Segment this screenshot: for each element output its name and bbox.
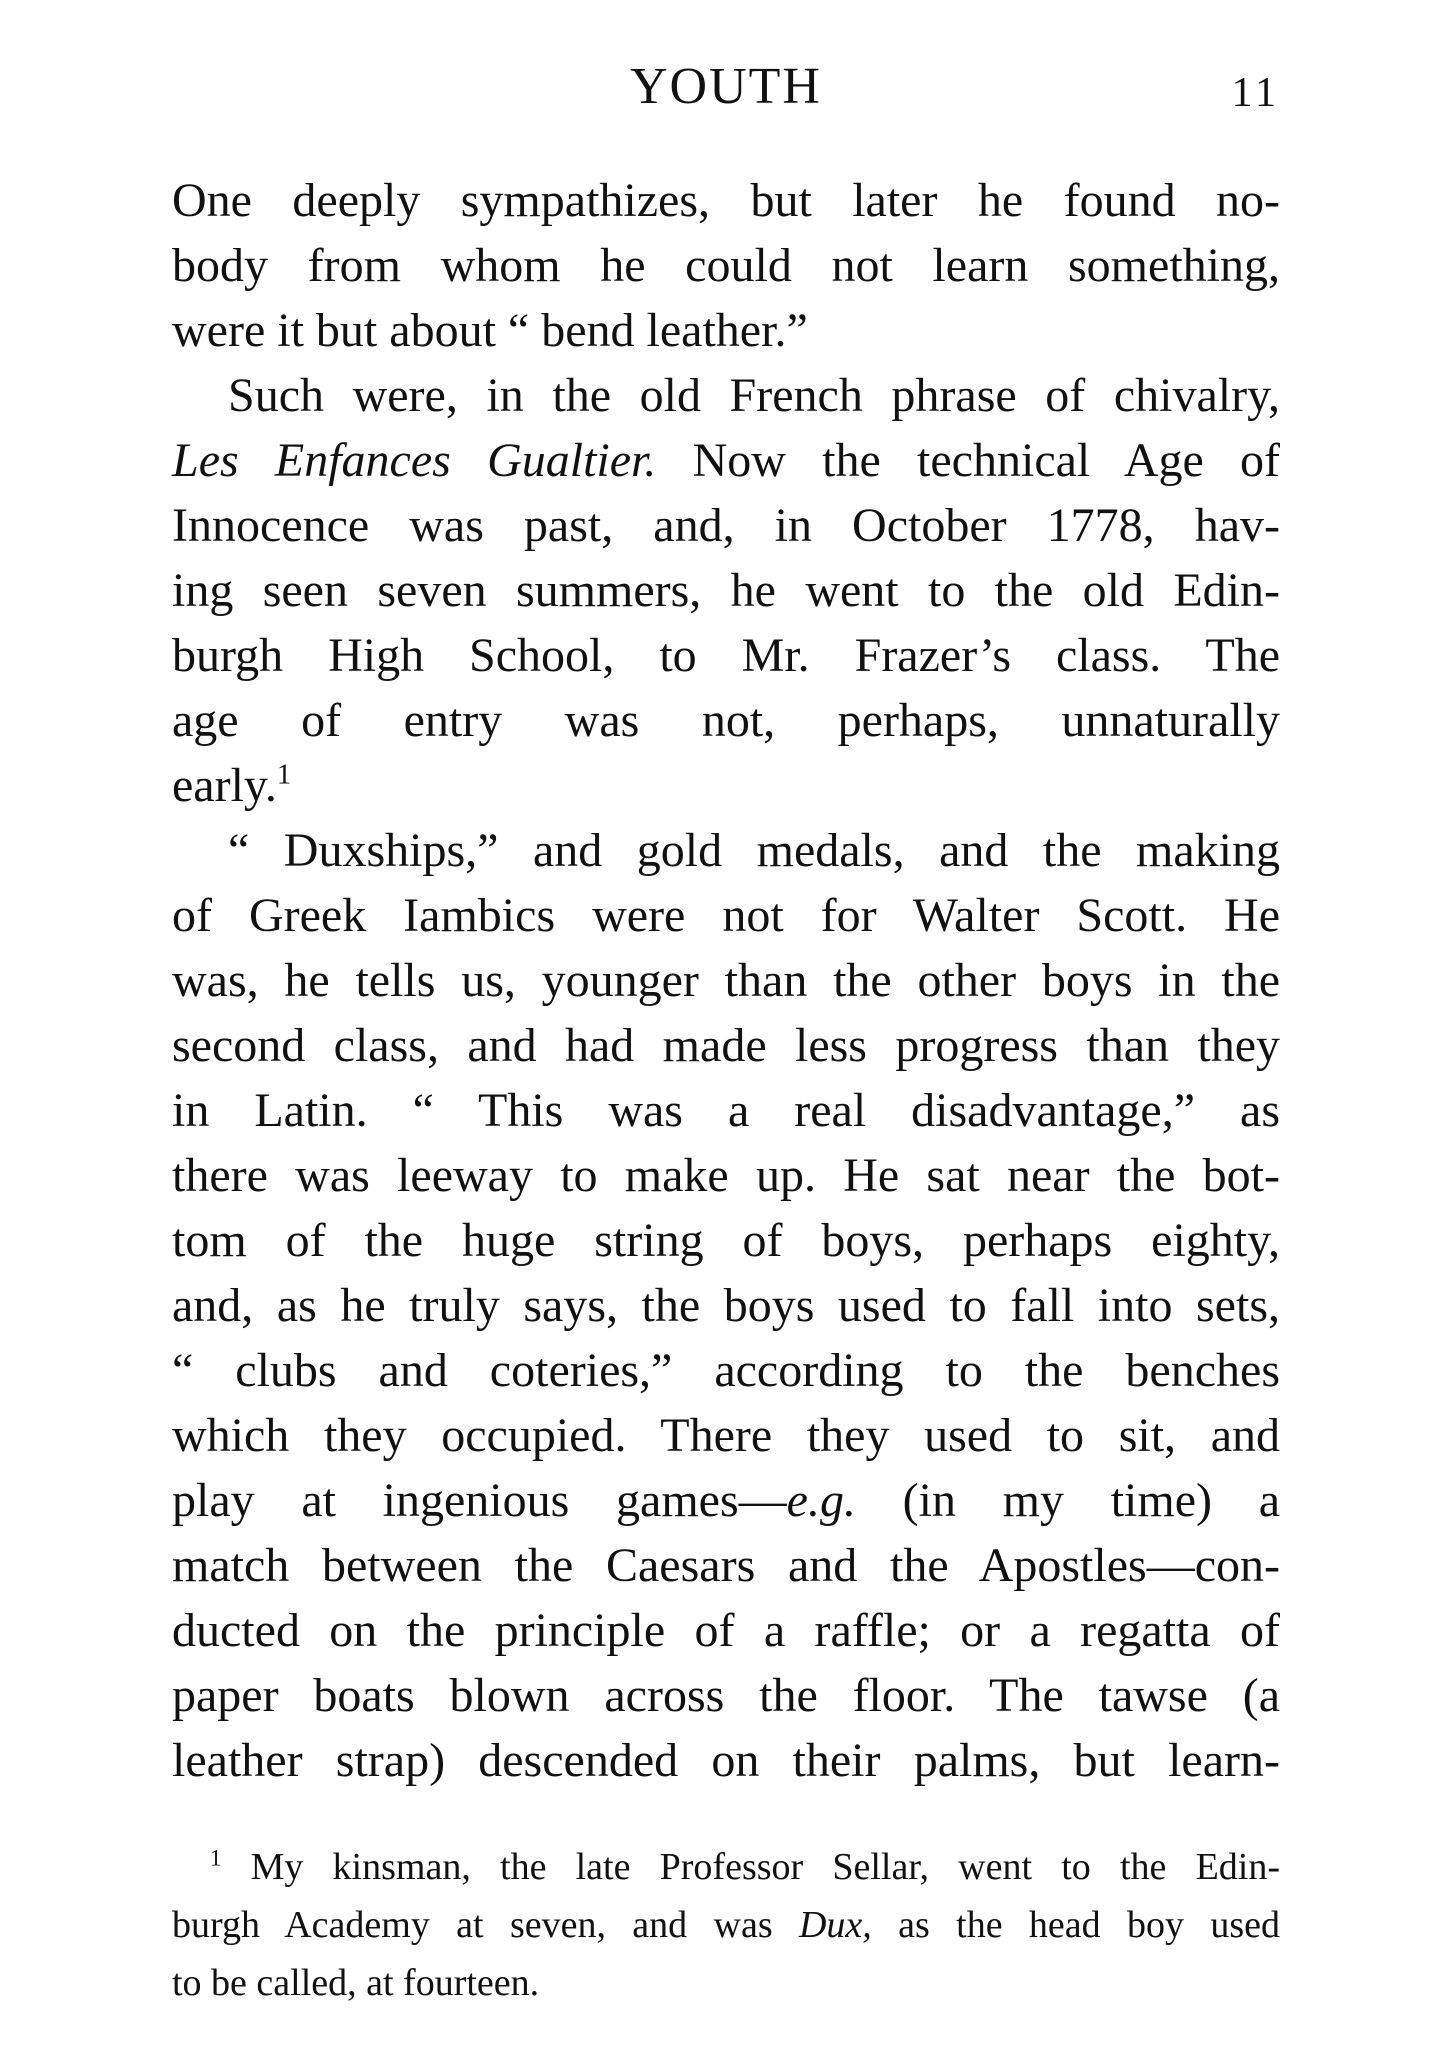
- text-line: age of entry was not, perhaps, unnaturally: [172, 694, 1280, 747]
- footnote-line: [172, 1896, 1280, 1954]
- text-fragment: Now the technical Age of: [656, 434, 1280, 487]
- text-line: Such were, in the old French phrase of chivalry,: [228, 369, 1280, 422]
- text-line: was, he tells us, younger than the other boys in the: [172, 954, 1280, 1007]
- page-number: 11: [1231, 70, 1280, 116]
- text-line: tom of the huge string of boys, perhaps eighty,: [172, 1214, 1280, 1267]
- running-title: YOUTH: [630, 58, 822, 115]
- text-fragment: burgh Academy at seven, and was: [172, 1904, 799, 1946]
- italic-title: Les Enfances Gualtier.: [172, 434, 657, 487]
- text-line: ducted on the principle of a raffle; or a regatta of: [172, 1604, 1280, 1657]
- text-line: match between the Caesars and the Apostles—con-: [172, 1539, 1280, 1592]
- text-line: body from whom he could not learn something,: [172, 239, 1280, 292]
- text-line: “ clubs and coteries,” according to the benches: [172, 1344, 1280, 1397]
- text-fragment: My kinsman, the late Professor Sellar, went to the Edin-: [221, 1846, 1280, 1888]
- text-fragment: (in my time) a: [855, 1474, 1281, 1527]
- footnote-line: to be called, at fourteen.: [172, 1962, 540, 2004]
- text-line: ing seen seven summers, he went to the old Edin-: [172, 564, 1280, 617]
- body-text: [172, 168, 1280, 1793]
- text-line: One deeply sympathizes, but later he found no-: [172, 174, 1280, 227]
- footnote-reference: 1: [276, 758, 292, 791]
- text-line: [172, 1468, 1280, 1533]
- footnote: [172, 1838, 1280, 2012]
- text-line: paper boats blown across the floor. The tawse (a: [172, 1669, 1280, 1722]
- text-line: in Latin. “ This was a real disadvantage,” as: [172, 1084, 1280, 1137]
- text-line: “ Duxships,” and gold medals, and the making: [228, 824, 1280, 877]
- text-fragment: play at ingenious games—: [172, 1474, 787, 1527]
- italic-abbreviation: e.g.: [786, 1474, 856, 1527]
- text-line: Innocence was past, and, in October 1778, hav-: [172, 499, 1280, 552]
- text-line: leather strap) descended on their palms, but learn-: [172, 1734, 1280, 1787]
- footnote-marker: 1: [210, 1845, 222, 1871]
- text-line: were it but about “ bend leather.”: [172, 304, 808, 357]
- footnote-line: [172, 1838, 1280, 1896]
- text-line: of Greek Iambics were not for Walter Scott. He: [172, 889, 1280, 942]
- text-line: which they occupied. There they used to sit, and: [172, 1409, 1280, 1462]
- text-line: second class, and had made less progress than they: [172, 1019, 1280, 1072]
- text-line: there was leeway to make up. He sat near the bot-: [172, 1149, 1280, 1202]
- text-fragment: early.: [172, 759, 277, 812]
- page-header: [172, 52, 1280, 122]
- text-fragment: as the head boy used: [871, 1904, 1280, 1946]
- text-line: burgh High School, to Mr. Frazer’s class. The: [172, 629, 1280, 682]
- text-line: [172, 753, 1280, 818]
- italic-word: Dux,: [798, 1904, 872, 1946]
- text-line: and, as he truly says, the boys used to fall into sets,: [172, 1279, 1280, 1332]
- text-line: [172, 428, 1280, 493]
